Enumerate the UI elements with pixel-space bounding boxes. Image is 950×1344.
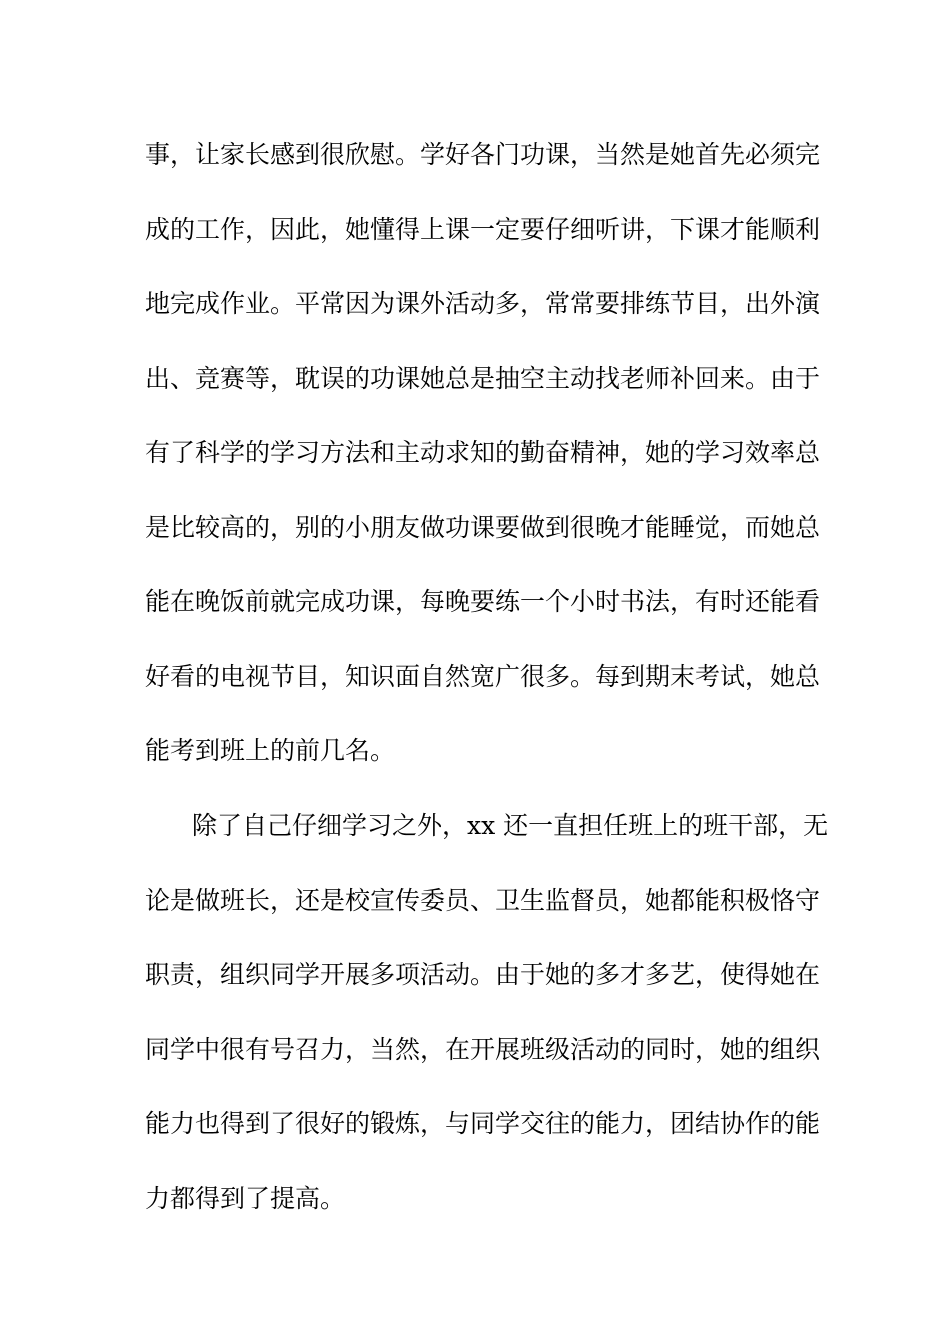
text-line: 能力也得到了很好的锻炼，与同学交往的能力，团结协作的能 (145, 1109, 821, 1138)
text-line: 好看的电视节目，知识面自然宽广很多。每到期末考试，她总 (145, 661, 821, 691)
paragraph-2 (145, 789, 829, 1236)
text-line: 地完成作业。平常因为课外活动多，常常要排练节目，出外演 (145, 289, 821, 318)
text-line: 事，让家长感到很欣慰。学好各门功课，当然是她首先必须完 (145, 140, 821, 169)
text-line: 成的工作，因此，她懂得上课一定要仔细听讲，下课才能顺利 (145, 214, 821, 244)
text-line: 能在晚饭前就完成功课，每晚要练一个小时书法，有时还能看 (145, 587, 821, 616)
paragraph-1 (145, 118, 821, 789)
text-line: 是比较高的，别的小朋友做功课要做到很晚才能睡觉，而她总 (145, 512, 821, 542)
text-line: 力都得到了提高。 (145, 1183, 346, 1213)
text-line: 有了科学的学习方法和主动求知的勤奋精神，她的学习效率总 (145, 438, 821, 467)
text-line: 能考到班上的前几名。 (145, 736, 396, 765)
text-line: 同学中很有号召力，当然，在开展班级活动的同时，她的组织 (145, 1034, 821, 1064)
text-line: 职责，组织同学开展多项活动。由于她的多才多艺，使得她在 (145, 960, 821, 989)
text-line: 出、竞赛等，耽误的功课她总是抽空主动找老师补回来。由于 (145, 363, 821, 393)
text-line: 除了自己仔细学习之外，xx 还一直担任班上的班干部，无 (192, 811, 829, 840)
text-line: 论是做班长，还是校宣传委员、卫生监督员，她都能积极恪守 (145, 885, 821, 915)
